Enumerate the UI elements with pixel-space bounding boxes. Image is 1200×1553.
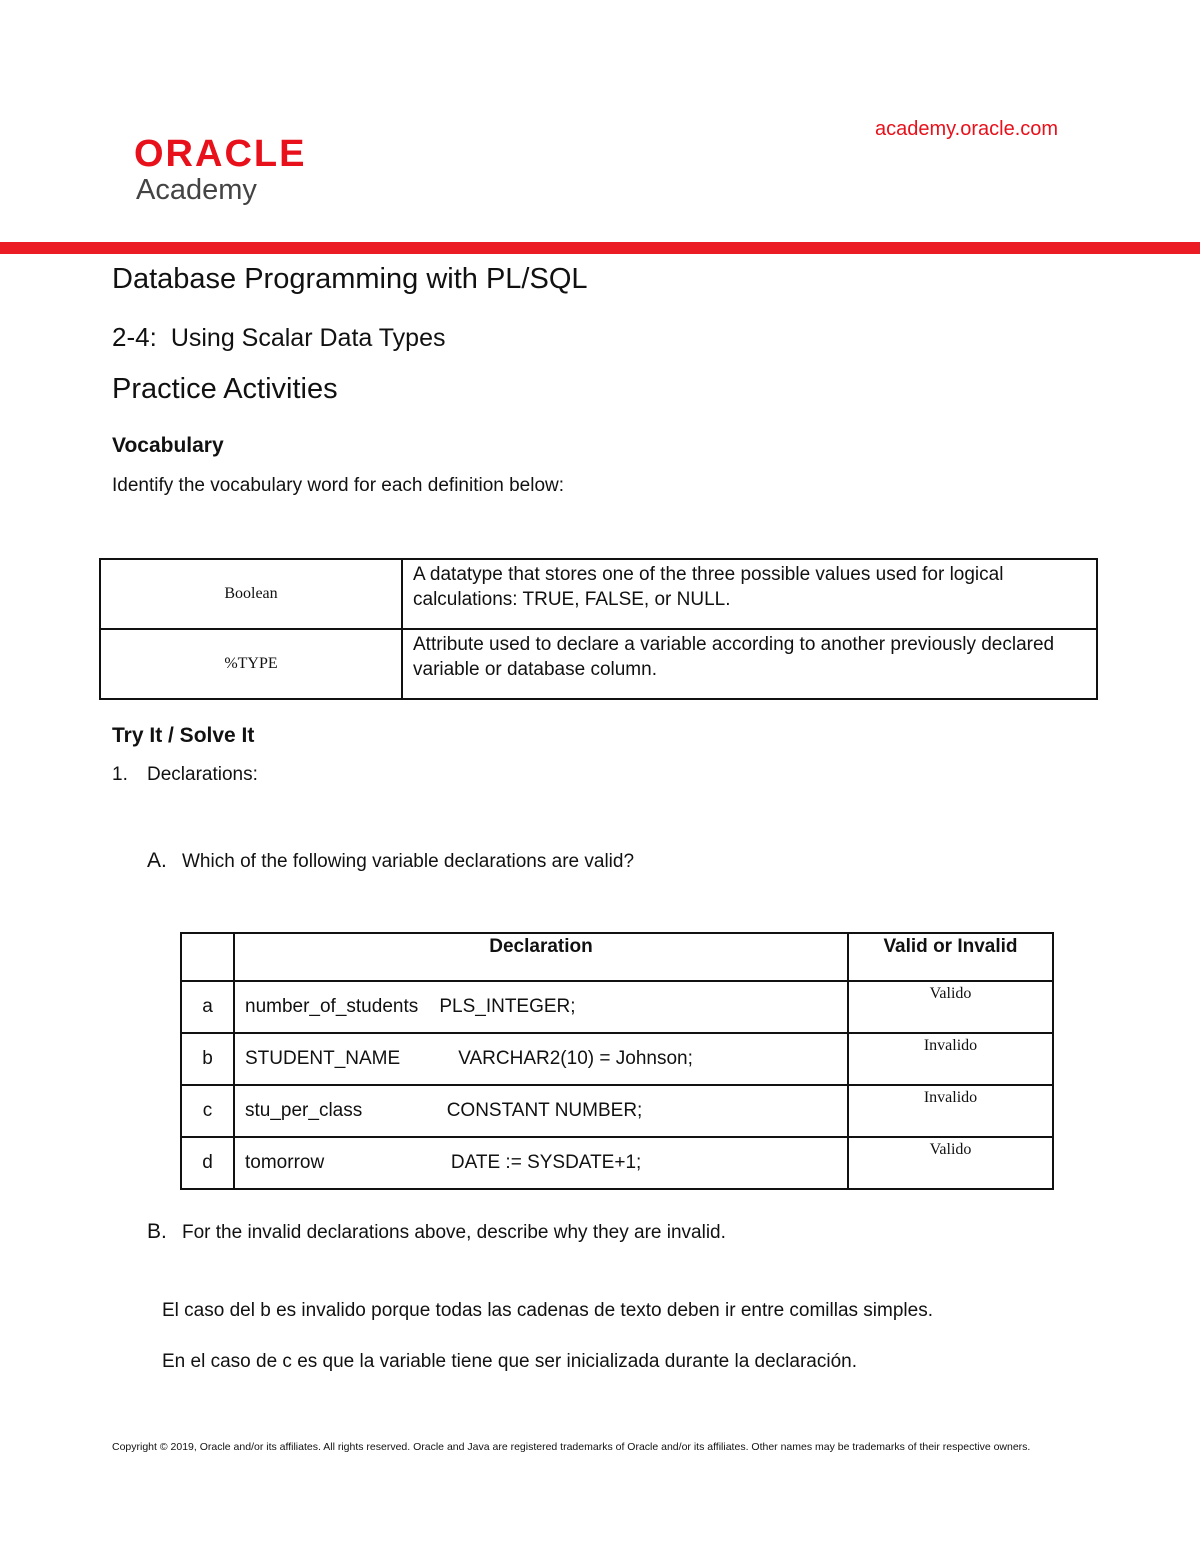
question-1-text: Declarations:: [147, 764, 258, 785]
row-result: Valido: [848, 981, 1053, 1033]
vocabulary-table: [99, 558, 1098, 700]
vocabulary-row: [100, 559, 1097, 629]
declarations-table: [180, 932, 1054, 1190]
question-a-letter: A.: [147, 849, 167, 872]
table-row: [181, 981, 1053, 1033]
table-row: [181, 1137, 1053, 1189]
question-a-text: Which of the following variable declarations are valid?: [182, 851, 635, 872]
header-declaration: Declaration: [234, 933, 848, 981]
oracle-logo: [134, 134, 344, 179]
table-row: [181, 1033, 1053, 1085]
vocabulary-definition: Attribute used to declare a variable according to another previously declared variable or database column.: [402, 629, 1097, 699]
header-label: [181, 933, 234, 981]
section-title: Practice Activities: [112, 373, 338, 405]
row-result: Invalido: [848, 1085, 1053, 1137]
table-row: [181, 1085, 1053, 1137]
row-label: d: [181, 1137, 234, 1189]
course-title: Database Programming with PL/SQL: [112, 263, 588, 295]
row-declaration: tomorrow DATE := SYSDATE+1;: [234, 1137, 848, 1189]
oracle-logo-text: ORACLE: [134, 134, 307, 174]
try-it-heading: Try It / Solve It: [112, 724, 255, 747]
vocabulary-term: %TYPE: [100, 629, 402, 699]
row-declaration: stu_per_class CONSTANT NUMBER;: [234, 1085, 848, 1137]
answer-paragraph: El caso del b es invalido porque todas las cadenas de texto deben ir entre comillas simples.: [162, 1300, 933, 1321]
copyright-footer: Copyright © 2019, Oracle and/or its affiliates. All rights reserved. Oracle and Java are registered trademarks of Oracle and/or its affiliates. Other names may be trademarks of their respective owners.: [112, 1441, 1031, 1453]
header-divider: [0, 242, 1200, 254]
question-a: [147, 849, 634, 873]
row-declaration: number_of_students PLS_INTEGER;: [234, 981, 848, 1033]
question-1-number: 1.: [112, 764, 128, 785]
academy-logo-text: Academy: [136, 174, 257, 206]
question-1: [112, 764, 258, 786]
vocabulary-intro: Identify the vocabulary word for each definition below:: [112, 475, 565, 496]
question-b: [147, 1220, 726, 1244]
question-b-letter: B.: [147, 1220, 167, 1243]
row-label: c: [181, 1085, 234, 1137]
lesson-heading: [112, 322, 445, 353]
declarations-header-row: [181, 933, 1053, 981]
row-label: b: [181, 1033, 234, 1085]
row-result: Invalido: [848, 1033, 1053, 1085]
vocabulary-heading: Vocabulary: [112, 434, 224, 457]
vocabulary-row: [100, 629, 1097, 699]
header-valid: Valid or Invalid: [848, 933, 1053, 981]
academy-site-link[interactable]: academy.oracle.com: [875, 118, 1059, 140]
answer-paragraph: En el caso de c es que la variable tiene que ser inicializada durante la declaración.: [162, 1351, 857, 1372]
row-declaration: STUDENT_NAME VARCHAR2(10) = Johnson;: [234, 1033, 848, 1085]
question-b-text: For the invalid declarations above, describe why they are invalid.: [182, 1222, 726, 1243]
vocabulary-definition: A datatype that stores one of the three possible values used for logical calculations: TRUE, FALSE, or NULL.: [402, 559, 1097, 629]
lesson-title: Using Scalar Data Types: [170, 324, 446, 352]
row-result: Valido: [848, 1137, 1053, 1189]
lesson-number: 2-4:: [112, 322, 157, 352]
row-label: a: [181, 981, 234, 1033]
vocabulary-term: Boolean: [100, 559, 402, 629]
